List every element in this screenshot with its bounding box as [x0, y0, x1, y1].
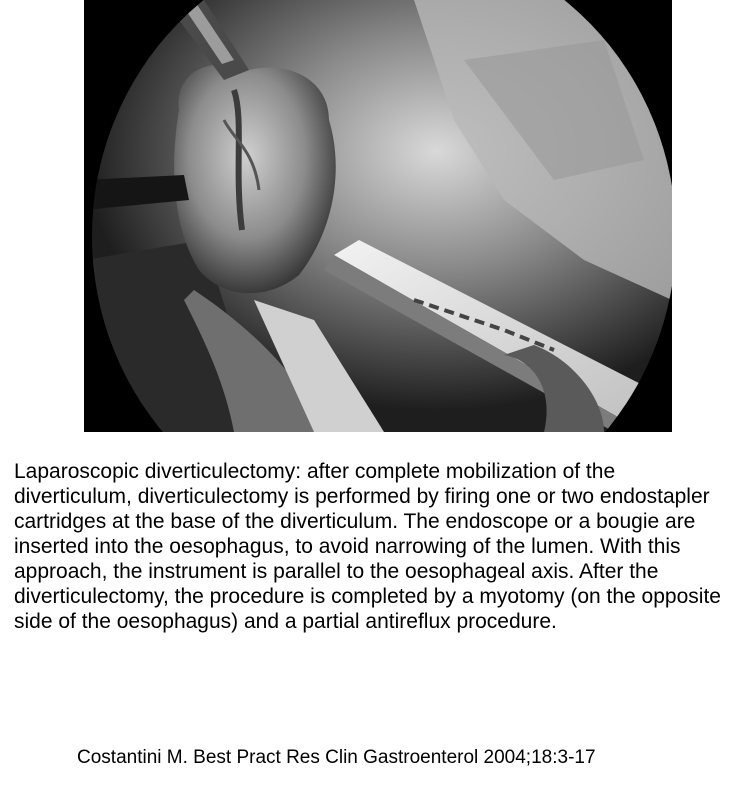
laparoscopic-photo	[84, 0, 672, 432]
laparoscopic-view-icon	[84, 0, 672, 432]
figure-caption: Laparoscopic diverticulectomy: after complete mobilization of the diverticulum, diverticulectomy is performed by firing one or two endostapler cartridges at the base of the diverticulum. The endoscope or a bougie are inserted into the oesophagus, to avoid narrowing of the lumen. With this approach, the instrument is parallel to the oesophageal axis. After the diverticulectomy, the procedure is completed by a myotomy (on the opposite side of the oesophagus) and a partial antireflux procedure.	[14, 460, 721, 633]
citation: Costantini M. Best Pract Res Clin Gastroenterol 2004;18:3-17	[77, 747, 596, 768]
